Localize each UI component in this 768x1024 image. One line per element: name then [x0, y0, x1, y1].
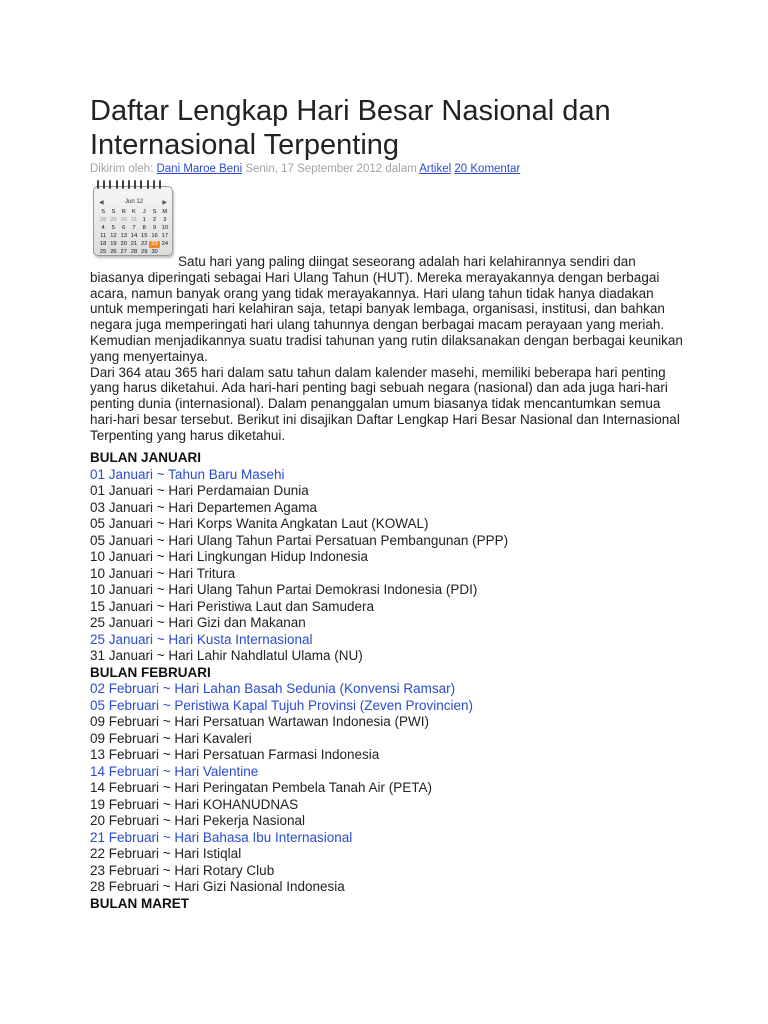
- author-link[interactable]: Dani Maroe Beni: [156, 163, 243, 175]
- calendar-weekday: M: [162, 209, 168, 215]
- calendar-day: 31: [130, 217, 138, 223]
- calendar-day: 20: [120, 241, 127, 247]
- calendar-ring: [122, 180, 124, 189]
- holiday-item: 20 Februari ~ Hari Pekerja Nasional: [90, 813, 305, 828]
- calendar-day: 10: [161, 225, 169, 231]
- holiday-item: 10 Januari ~ Hari Lingkungan Hidup Indonesia: [90, 549, 369, 564]
- calendar-ring: [159, 180, 161, 189]
- calendar-day: 29: [110, 217, 117, 223]
- holiday-item: 10 Januari ~ Hari Tritura: [90, 565, 236, 581]
- article-title: Daftar Lengkap Hari Besar Nasional dan Internasional Terpenting: [90, 95, 611, 161]
- calendar-day: 7: [132, 225, 136, 231]
- holiday-link[interactable]: 05 Februari ~ Peristiwa Kapal Tujuh Provinsi (Zeven Provincien): [90, 697, 474, 713]
- calendar-ring: [109, 180, 111, 189]
- calendar-ring: [116, 180, 118, 189]
- holiday-item: 05 Januari ~ Hari Ulang Tahun Partai Persatuan Pembangunan (PPP): [90, 532, 509, 548]
- calendar-weekday: S: [152, 209, 157, 215]
- calendar-day: 11: [100, 233, 107, 239]
- calendar-weekday: S: [101, 209, 106, 215]
- paragraph-intro: Satu hari yang paling diingat seseorang adalah hari kelahirannya sendiri dan biasanya diperingati sebagai Hari Ulang Tahun (HUT). Mereka merayakannya dengan berbagai acara, namun banyak orang yang tidak merayakannya. Hari ulang tahun tidak hanya diadakan untuk memperingati hari kelahiran saja, tetapi banyak lembaga, organisasi, institusi, dan bahkan negara juga memperingati hari ulang tahunnya dengan berbagai macam perayaan yang meriah. Kemudian menjadikannya suatu tradisi tahunan yang rutin dilaksanakan dengan berbagai keunikan yang menyertainya.: [90, 254, 683, 364]
- calendar-day: 25: [99, 249, 107, 255]
- holiday-item: 03 Januari ~ Hari Departemen Agama: [90, 499, 318, 515]
- calendar-next-arrow-icon: ▶: [162, 200, 167, 206]
- calendar-day: 28: [130, 249, 138, 255]
- category-link[interactable]: Artikel: [419, 163, 452, 175]
- calendar-weekday: R: [121, 209, 126, 215]
- calendar-day: 9: [152, 225, 157, 231]
- calendar-day: 27: [120, 249, 127, 255]
- holiday-item: 13 Februari ~ Hari Persatuan Farmasi Indonesia: [90, 747, 380, 762]
- holiday-item: 05 Januari ~ Hari Korps Wanita Angkatan Laut (KOWAL): [90, 516, 429, 531]
- holiday-item: 01 Januari ~ Hari Perdamaian Dunia: [90, 483, 309, 498]
- holiday-item: 25 Januari ~ Hari Gizi dan Makanan: [90, 615, 306, 630]
- holiday-item: 22 Februari ~ Hari Istiqlal: [90, 846, 242, 861]
- holiday-item: 31 Januari ~ Hari Lahir Nahdlatul Ulama (NU): [90, 648, 363, 663]
- holiday-link[interactable]: 14 Februari ~ Hari Valentine: [90, 763, 259, 779]
- calendar-prev-arrow-icon: ◀: [99, 200, 104, 206]
- calendar-day: 15: [141, 233, 148, 239]
- calendar-day: 2: [152, 217, 157, 223]
- holiday-item: 09 Februari ~ Hari Kavaleri: [90, 730, 252, 746]
- calendar-day: 26: [110, 249, 117, 255]
- calendar-day: 23: [151, 241, 158, 247]
- calendar-day: 12: [110, 233, 117, 239]
- calendar-day: 3: [163, 217, 167, 223]
- calendar-ring: [147, 180, 149, 189]
- calendar-day: 17: [161, 233, 169, 239]
- post-meta: [90, 163, 520, 175]
- holiday-link[interactable]: 02 Februari ~ Hari Lahan Basah Sedunia (Konvensi Ramsar): [90, 681, 456, 696]
- calendar-day: 13: [120, 233, 127, 239]
- calendar-day: 1: [142, 217, 146, 223]
- holiday-link[interactable]: 01 Januari ~ Tahun Baru Masehi: [90, 466, 285, 482]
- calendar-day: 14: [130, 233, 138, 239]
- calendar-weekday: S: [111, 209, 116, 215]
- post-date: Senin, 17 September 2012 dalam: [245, 163, 417, 175]
- calendar-day: 29: [141, 249, 148, 255]
- holiday-item: 14 Februari ~ Hari Peringatan Pembela Tanah Air (PETA): [90, 780, 433, 795]
- calendar-ring: [103, 180, 105, 189]
- article-body: [90, 254, 690, 444]
- paragraph-second: Dari 364 atau 365 hari dalam satu tahun dalam kalender masehi, memiliki beberapa hari penting yang harus diketahui. Ada hari-hari penting bagi sebuah negara (nasional) dan ada juga hari-hari penting dunia (internasional). Dalam penanggalan umum biasanya tidak mencantumkan semua hari-hari besar tersebut. Berikut ini disajikan Daftar Lengkap Hari Besar Nasional dan Internasional Terpenting yang harus diketahui.: [90, 364, 680, 443]
- holiday-item: 09 Februari ~ Hari Persatuan Wartawan Indonesia (PWI): [90, 714, 430, 729]
- calendar-weekday: K: [132, 209, 136, 215]
- calendar-day: 24: [161, 241, 169, 247]
- calendar-day: 4: [101, 225, 105, 231]
- holiday-item: 19 Februari ~ Hari KOHANUDNAS: [90, 796, 299, 812]
- calendar-day: 30: [151, 249, 158, 255]
- calendar-day: 22: [141, 241, 148, 247]
- posted-by-label: Dikirim oleh:: [90, 163, 154, 175]
- calendar-weekday: J: [142, 209, 146, 215]
- calendar-ring: [140, 180, 142, 189]
- calendar-rings-icon: [97, 180, 161, 190]
- calendar-icon: [93, 180, 173, 256]
- calendar-day: 8: [142, 225, 146, 231]
- calendar-ring: [97, 180, 99, 189]
- holiday-item: 23 Februari ~ Hari Rotary Club: [90, 862, 275, 878]
- calendar-day: 16: [151, 233, 158, 239]
- month-heading: BULAN MARET: [90, 895, 189, 911]
- holiday-item: 10 Januari ~ Hari Ulang Tahun Partai Demokrasi Indonesia (PDI): [90, 582, 478, 597]
- calendar-day: 30: [120, 217, 127, 223]
- month-heading: BULAN JANUARI: [90, 450, 201, 465]
- holiday-link[interactable]: 21 Februari ~ Hari Bahasa Ibu Internasional: [90, 829, 353, 845]
- calendar-day: 28: [99, 217, 107, 223]
- holiday-link[interactable]: 25 Januari ~ Hari Kusta Internasional: [90, 631, 313, 647]
- calendar-month: Jun 12: [124, 199, 143, 205]
- month-heading: BULAN FEBRUARI: [90, 664, 211, 680]
- holiday-item: 15 Januari ~ Hari Peristiwa Laut dan Samudera: [90, 598, 375, 614]
- calendar-day: 6: [122, 225, 126, 231]
- calendar-day: 5: [111, 225, 116, 231]
- calendar-ring: [153, 180, 155, 189]
- calendar-day: 19: [110, 241, 117, 247]
- holiday-list: [90, 450, 690, 912]
- calendar-ring: [128, 180, 130, 189]
- comments-link[interactable]: 20 Komentar: [454, 163, 521, 175]
- calendar-day: 21: [130, 241, 138, 247]
- calendar-day: 18: [99, 241, 107, 247]
- holiday-item: 28 Februari ~ Hari Gizi Nasional Indonesia: [90, 879, 345, 894]
- calendar-grid: [98, 209, 170, 256]
- calendar-ring: [134, 180, 136, 189]
